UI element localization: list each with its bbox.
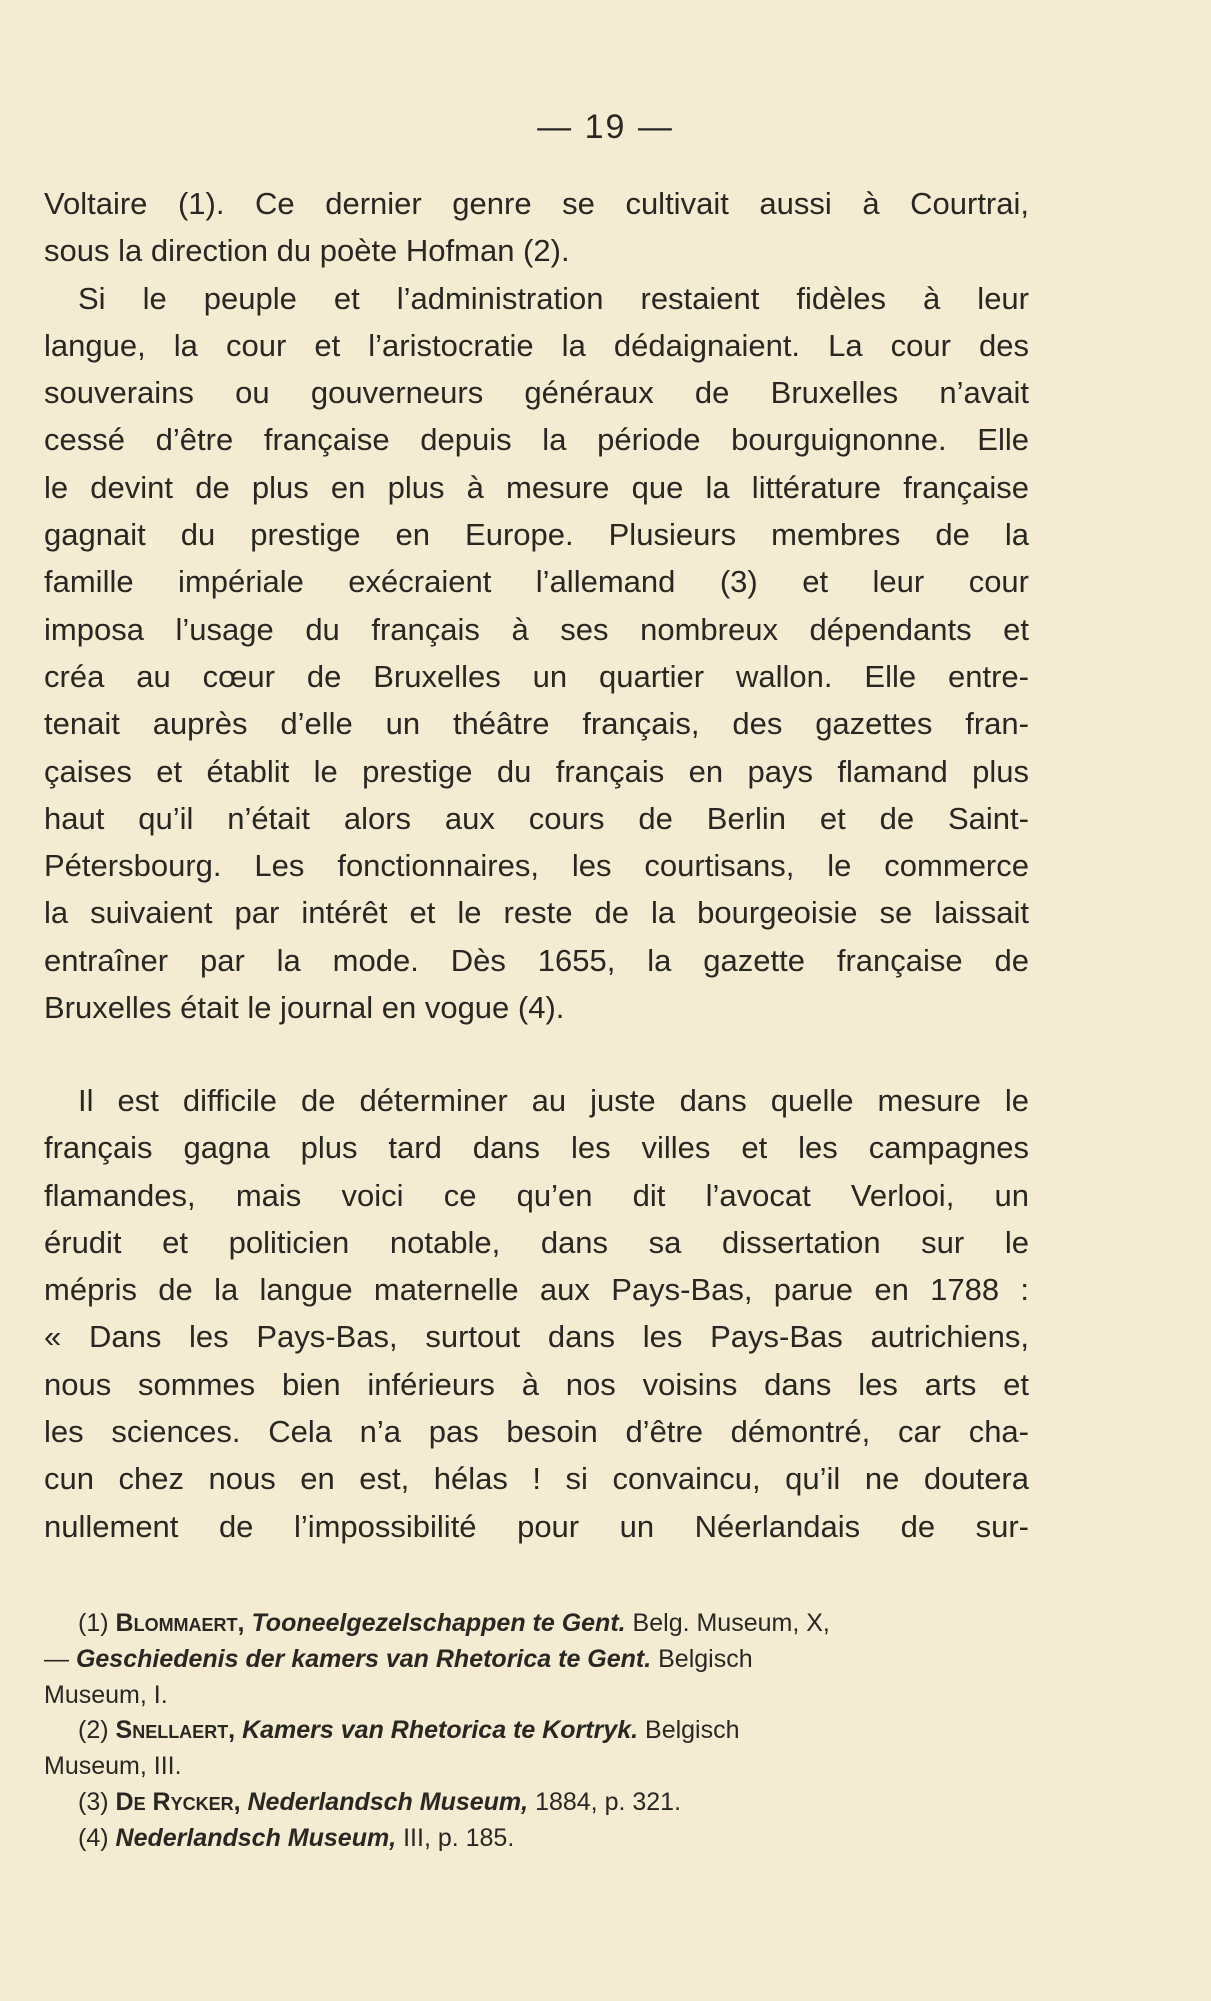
footnote-title: Kamers van Rhetorica te Kortryk. xyxy=(242,1716,639,1745)
footnote-rest: III, p. 185. xyxy=(396,1823,515,1852)
footnote-author: Snellaert, xyxy=(115,1716,236,1745)
text-line: haut qu’il n’était alors aux cours de Berlin et de Saint- xyxy=(44,800,1029,836)
text-line: tenait auprès d’elle un théâtre français, des gazettes fran- xyxy=(44,706,1029,742)
text-line: créa au cœur de Bruxelles un quartier wallon. Elle entre- xyxy=(44,658,1029,694)
footnote-author: De Rycker, xyxy=(115,1787,241,1816)
text-line: famille impériale exécraient l’allemand (3) et leur cour xyxy=(44,564,1029,600)
text-line: le devint de plus en plus à mesure que la littérature française xyxy=(44,469,1029,505)
page-number: — 19 — xyxy=(537,108,674,146)
footnote-mark: (1) xyxy=(78,1609,109,1637)
text-line: Si le peuple et l’administration restaient fidèles à leur xyxy=(78,280,1029,316)
footnote-dash: — xyxy=(44,1644,76,1673)
footnote-mark: (3) xyxy=(78,1787,109,1816)
body-text-lower xyxy=(44,1077,1029,1550)
text-line: flamandes, mais voici ce qu’en dit l’avocat Verlooi, un xyxy=(44,1177,1029,1213)
footnote-rest: Belg. Museum, X, xyxy=(625,1609,830,1637)
footnotes xyxy=(44,1606,1029,1857)
footnote-title: Geschiedenis der kamers van Rhetorica te Gent. xyxy=(75,1644,652,1673)
footnote-rest: Belgisch xyxy=(638,1716,740,1745)
footnote-rest: 1884, p. 321. xyxy=(528,1787,682,1816)
text-line: mépris de la langue maternelle aux Pays-Bas, parue en 1788 : xyxy=(44,1272,1029,1308)
footnote-mark: (4) xyxy=(78,1823,109,1852)
text-line: « Dans les Pays-Bas, surtout dans les Pays-Bas autrichiens, xyxy=(44,1319,1029,1355)
footnote-title: Nederlandsch Museum, xyxy=(247,1787,529,1816)
text-line: çaises et établit le prestige du français en pays flamand plus xyxy=(44,753,1029,789)
text-line: sous la direction du poète Hofman (2). xyxy=(44,233,570,269)
footnote-title: Tooneelgezelschappen te Gent. xyxy=(251,1609,626,1637)
text-line: nous sommes bien inférieurs à nos voisins dans les arts et xyxy=(44,1366,1029,1402)
text-line: souverains ou gouverneurs généraux de Bruxelles n’avait xyxy=(44,375,1029,411)
footnote-4 xyxy=(44,1821,1029,1857)
footnote-mark: (2) xyxy=(78,1716,109,1745)
text-line: cessé d’être française depuis la période bourguignonne. Elle xyxy=(44,422,1029,458)
text-line: Voltaire (1). Ce dernier genre se cultivait aussi à Courtrai, xyxy=(44,186,1029,221)
text-line: gagnait du prestige en Europe. Plusieurs membres de la xyxy=(44,517,1029,553)
footnote-2-end: Museum, III. xyxy=(44,1752,182,1781)
text-line: nullement de l’impossibilité pour un Néerlandais de sur- xyxy=(44,1508,1029,1544)
text-line: cun chez nous en est, hélas ! si convaincu, qu’il ne doutera xyxy=(44,1461,1029,1497)
footnote-title: Nederlandsch Museum, xyxy=(115,1823,397,1852)
text-line: les sciences. Cela n’a pas besoin d’être démontré, car cha- xyxy=(44,1414,1029,1450)
footnote-1 xyxy=(44,1606,1029,1642)
footnote-1-cont xyxy=(44,1642,1029,1678)
text-line: entraîner par la mode. Dès 1655, la gazette française de xyxy=(44,942,1029,978)
text-line: Bruxelles était le journal en vogue (4). xyxy=(44,990,565,1026)
footnote-author: Blommaert, xyxy=(115,1609,245,1637)
text-line: la suivaient par intérêt et le reste de la bourgeoisie se laissait xyxy=(44,895,1029,931)
footnote-rest: Belgisch xyxy=(651,1644,753,1673)
body-text-upper xyxy=(44,180,1029,1031)
text-line: français gagna plus tard dans les villes et les campagnes xyxy=(44,1130,1029,1166)
footnote-1-end: Museum, I. xyxy=(44,1680,168,1709)
text-line: imposa l’usage du français à ses nombreux dépendants et xyxy=(44,611,1029,647)
text-line: langue, la cour et l’aristocratie la dédaignaient. La cour des xyxy=(44,327,1029,363)
footnote-2 xyxy=(44,1713,1029,1749)
footnote-3 xyxy=(44,1785,1029,1821)
text-line: Pétersbourg. Les fonctionnaires, les courtisans, le commerce xyxy=(44,848,1029,884)
text-line: érudit et politicien notable, dans sa dissertation sur le xyxy=(44,1224,1029,1260)
text-line: Il est difficile de déterminer au juste dans quelle mesure le xyxy=(78,1083,1029,1118)
